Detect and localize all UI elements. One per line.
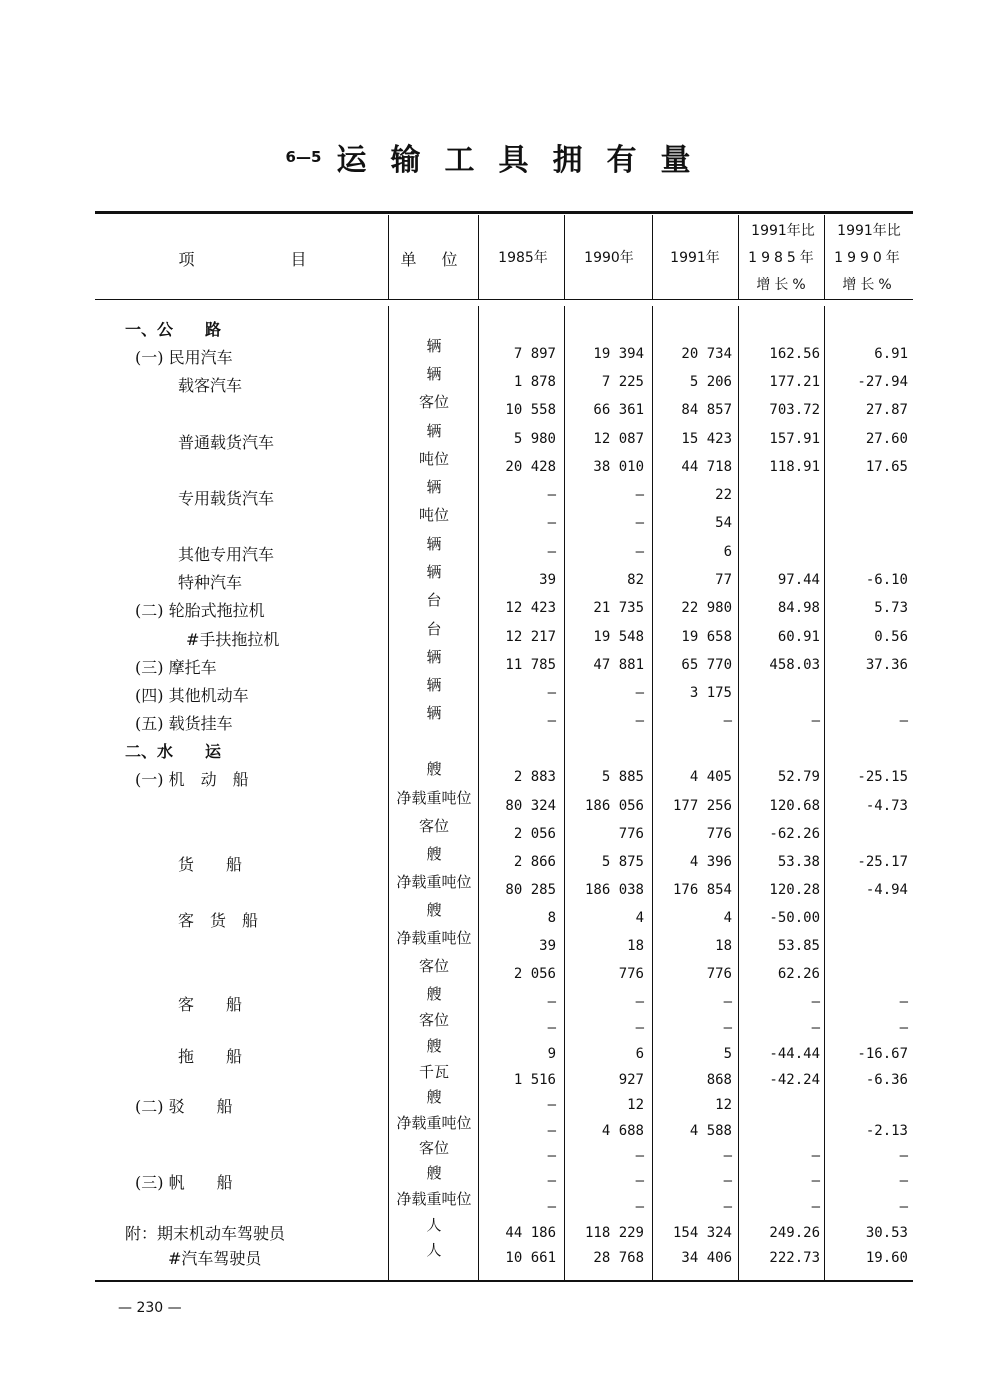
item-label: 附：期末机动车驾驶员 [125,1224,286,1243]
col-divider [652,306,653,1280]
growth-vs-1990-cell: — [899,1173,908,1189]
item-label: (二) 驳 船 [135,1097,233,1116]
value-1991-cell: 22 [715,487,732,503]
growth-vs-1990-cell: -25.15 [857,769,908,785]
growth-vs-1990-cell: 0.56 [874,629,908,645]
value-1991-cell: 4 588 [689,1123,732,1139]
value-1990-cell: — [635,1148,644,1164]
table-number: 6—5 [285,148,322,166]
value-1991-cell: 18 [715,938,732,954]
unit-cell: 艘 [426,1088,442,1106]
unit-cell: 辆 [426,648,442,666]
value-1990-cell: 5 875 [601,854,644,870]
value-1990-cell: 28 768 [593,1250,644,1266]
unit-cell: 艘 [426,985,442,1003]
unit-cell: 千瓦 [418,1063,449,1081]
value-1991-cell: 20 734 [681,346,732,362]
unit-cell: 台 [426,620,442,638]
unit-cell: 辆 [426,563,442,581]
item-label: (五) 载货挂车 [135,714,233,733]
value-1991-cell: — [723,994,732,1010]
value-1991-cell: 5 206 [689,374,732,390]
value-1985-cell: — [547,994,556,1010]
value-1985-cell: — [547,515,556,531]
value-1985-cell: 20 428 [505,459,556,475]
item-label: (二) 轮胎式拖拉机 [135,601,265,620]
value-1990-cell: 6 [635,1046,644,1062]
growth-vs-1990-cell: -6.36 [865,1072,908,1088]
value-1991-cell: 177 256 [672,798,732,814]
growth-vs-1985-cell: -50.00 [769,910,820,926]
value-1990-cell: 7 225 [601,374,644,390]
item-label: (三) 摩托车 [135,658,217,677]
value-1985-cell: 12 423 [505,600,556,616]
growth-vs-1985-cell: -62.26 [769,826,820,842]
growth-vs-1990-cell: 19.60 [865,1250,908,1266]
value-1985-cell: 39 [539,572,556,588]
item-label: 普通载货汽车 [178,433,275,452]
value-1985-cell: — [547,713,556,729]
value-1990-cell: 18 [627,938,644,954]
value-1985-cell: 10 661 [505,1250,556,1266]
growth-vs-1985-cell: 177.21 [769,374,820,390]
value-1990-cell: 5 885 [601,769,644,785]
header-item: 项 目 [178,250,307,269]
value-1985-cell: — [547,1199,556,1215]
item-label: 其他专用汽车 [178,545,275,564]
item-label: #手扶拖拉机 [186,630,280,649]
value-1991-cell: — [723,1020,732,1036]
unit-cell: 吨位 [418,506,449,524]
unit-cell: 客位 [418,817,449,835]
unit-cell: 辆 [426,704,442,722]
growth-vs-1985-cell: 458.03 [769,657,820,673]
unit-cell: 艘 [426,1037,442,1055]
item-label: #汽车驾驶员 [168,1249,262,1268]
growth-vs-1990-cell: -4.94 [865,882,908,898]
header-line: 增长% [842,277,896,293]
value-1985-cell: — [547,685,556,701]
value-1990-cell: 776 [618,966,644,982]
header-line: 1985年 [748,250,818,266]
growth-vs-1985-cell: 62.26 [777,966,820,982]
growth-vs-1990-cell: 6.91 [874,346,908,362]
value-1991-cell: 84 857 [681,402,732,418]
value-1985-cell: 80 285 [505,882,556,898]
value-1990-cell: — [635,994,644,1010]
value-1985-cell: 11 785 [505,657,556,673]
value-1985-cell: — [547,487,556,503]
value-1985-cell: 2 056 [513,826,556,842]
value-1991-cell: 5 [723,1046,732,1062]
value-1991-cell: 868 [706,1072,732,1088]
value-1985-cell: 12 217 [505,629,556,645]
item-label: 客 货 船 [178,911,259,930]
value-1990-cell: 4 [635,910,644,926]
item-label: 特种汽车 [178,573,243,592]
value-1990-cell: 186 056 [584,798,644,814]
growth-vs-1985-cell: 53.85 [777,938,820,954]
value-1985-cell: 2 866 [513,854,556,870]
value-1990-cell: — [635,1173,644,1189]
value-1991-cell: 44 718 [681,459,732,475]
unit-cell: 辆 [426,365,442,383]
growth-vs-1985-cell: 120.68 [769,798,820,814]
value-1991-cell: 4 396 [689,854,732,870]
unit-cell: 辆 [426,422,442,440]
table-title: 运输工具拥有量 [336,143,715,178]
header-1985: 1985年 [498,250,548,266]
growth-vs-1990-cell: -4.73 [865,798,908,814]
growth-vs-1985-cell: -42.24 [769,1072,820,1088]
value-1985-cell: — [547,1148,556,1164]
growth-vs-1985-cell: 249.26 [769,1225,820,1241]
unit-cell: 艘 [426,901,442,919]
unit-cell: 台 [426,591,442,609]
unit-cell: 艘 [426,760,442,778]
value-1990-cell: — [635,1199,644,1215]
value-1991-cell: 154 324 [672,1225,732,1241]
growth-vs-1990-cell: — [899,1199,908,1215]
growth-vs-1985-cell: 52.79 [777,769,820,785]
unit-cell: 客位 [418,957,449,975]
value-1990-cell: 19 548 [593,629,644,645]
value-1990-cell: 4 688 [601,1123,644,1139]
value-1990-cell: 38 010 [593,459,644,475]
value-1991-cell: 776 [706,966,732,982]
growth-vs-1990-cell: -25.17 [857,854,908,870]
unit-cell: 净载重吨位 [396,873,472,891]
header-unit: 单 位 [400,250,468,269]
growth-vs-1985-cell: 120.28 [769,882,820,898]
bottom-rule [95,1280,913,1282]
unit-cell: 人 [426,1216,442,1234]
unit-cell: 艘 [426,845,442,863]
value-1990-cell: 776 [618,826,644,842]
value-1985-cell: 1 516 [513,1072,556,1088]
unit-cell: 净载重吨位 [396,789,472,807]
value-1991-cell: 22 980 [681,600,732,616]
value-1991-cell: 3 175 [689,685,732,701]
value-1990-cell: — [635,515,644,531]
value-1991-cell: 176 854 [672,882,732,898]
col-divider [478,306,479,1280]
growth-vs-1990-cell: 37.36 [865,657,908,673]
growth-vs-1985-cell: 97.44 [777,572,820,588]
value-1990-cell: 21 735 [593,600,644,616]
value-1985-cell: 1 878 [513,374,556,390]
value-1985-cell: 10 558 [505,402,556,418]
growth-vs-1985-cell: 60.91 [777,629,820,645]
unit-cell: 客位 [418,393,449,411]
value-1985-cell: 2 056 [513,966,556,982]
growth-vs-1985-cell: 703.72 [769,402,820,418]
value-1985-cell: — [547,1097,556,1113]
value-1991-cell: 12 [715,1097,732,1113]
item-label: (四) 其他机动车 [135,686,249,705]
value-1991-cell: — [723,1173,732,1189]
value-1991-cell: 54 [715,515,732,531]
col-divider [738,306,739,1280]
value-1991-cell: 6 [723,544,732,560]
growth-vs-1985-cell: — [811,1148,820,1164]
growth-vs-1990-cell: -16.67 [857,1046,908,1062]
header-1990: 1990年 [584,250,634,266]
unit-cell: 辆 [426,535,442,553]
growth-vs-1985-cell: 162.56 [769,346,820,362]
header-growth-vs-1985 [740,218,826,299]
growth-vs-1990-cell: -6.10 [865,572,908,588]
header-line: 1990年 [834,250,904,266]
col-divider [824,306,825,1280]
value-1991-cell: 4 [723,910,732,926]
unit-cell: 吨位 [418,450,449,468]
unit-cell: 人 [426,1241,442,1259]
value-1985-cell: 5 980 [513,431,556,447]
value-1990-cell: — [635,487,644,503]
value-1991-cell: 15 423 [681,431,732,447]
value-1985-cell: — [547,1020,556,1036]
unit-cell: 净载重吨位 [396,1190,472,1208]
unit-cell: 客位 [418,1139,449,1157]
growth-vs-1985-cell: — [811,1199,820,1215]
value-1990-cell: 82 [627,572,644,588]
item-label: 二、水 运 [125,742,222,761]
value-1990-cell: 19 394 [593,346,644,362]
growth-vs-1990-cell: — [899,713,908,729]
unit-cell: 辆 [426,478,442,496]
col-divider [478,215,479,299]
item-label: 一、公 路 [125,320,222,339]
col-divider [388,306,389,1280]
item-label: (一) 机 动 船 [135,770,249,789]
page-title [0,135,1000,179]
value-1985-cell: 8 [547,910,556,926]
growth-vs-1990-cell: 17.65 [865,459,908,475]
value-1985-cell: 2 883 [513,769,556,785]
col-divider [564,306,565,1280]
value-1991-cell: 776 [706,826,732,842]
unit-cell: 艘 [426,1164,442,1182]
header-1991: 1991年 [670,250,720,266]
value-1985-cell: — [547,544,556,560]
header-line: 增长% [756,277,810,293]
growth-vs-1990-cell: 27.60 [865,431,908,447]
growth-vs-1985-cell: — [811,1020,820,1036]
growth-vs-1985-cell: 53.38 [777,854,820,870]
value-1991-cell: 4 405 [689,769,732,785]
item-label: 载客汽车 [178,376,243,395]
growth-vs-1990-cell: -27.94 [857,374,908,390]
header-line: 1991年比 [751,223,815,239]
value-1985-cell: — [547,1123,556,1139]
value-1990-cell: 186 038 [584,882,644,898]
unit-cell: 辆 [426,337,442,355]
value-1990-cell: — [635,685,644,701]
growth-vs-1990-cell: — [899,1148,908,1164]
value-1990-cell: 927 [618,1072,644,1088]
value-1990-cell: 12 [627,1097,644,1113]
header-line: 1991年比 [837,223,901,239]
value-1990-cell: — [635,1020,644,1036]
item-label: (一) 民用汽车 [135,348,233,367]
value-1985-cell: 44 186 [505,1225,556,1241]
value-1990-cell: 12 087 [593,431,644,447]
col-divider [388,215,389,299]
growth-vs-1990-cell: — [899,1020,908,1036]
unit-cell: 客位 [418,1011,449,1029]
growth-vs-1990-cell: — [899,994,908,1010]
col-divider [738,215,739,299]
growth-vs-1990-cell: 5.73 [874,600,908,616]
top-rule [95,211,913,214]
header-rule [95,299,913,300]
value-1991-cell: 77 [715,572,732,588]
item-label: 货 船 [178,855,243,874]
value-1990-cell: — [635,713,644,729]
growth-vs-1985-cell: — [811,1173,820,1189]
growth-vs-1985-cell: 222.73 [769,1250,820,1266]
growth-vs-1990-cell: -2.13 [865,1123,908,1139]
item-label: 专用载货汽车 [178,489,275,508]
value-1985-cell: 39 [539,938,556,954]
item-label: (三) 帆 船 [135,1173,233,1192]
item-label: 客 船 [178,995,243,1014]
value-1985-cell: 9 [547,1046,556,1062]
unit-cell: 净载重吨位 [396,1114,472,1132]
value-1985-cell: 80 324 [505,798,556,814]
value-1991-cell: 65 770 [681,657,732,673]
value-1991-cell: — [723,713,732,729]
value-1990-cell: 118 229 [584,1225,644,1241]
header-growth-vs-1990 [826,218,912,299]
growth-vs-1985-cell: 84.98 [777,600,820,616]
growth-vs-1985-cell: 118.91 [769,459,820,475]
growth-vs-1985-cell: — [811,994,820,1010]
value-1991-cell: — [723,1199,732,1215]
growth-vs-1985-cell: 157.91 [769,431,820,447]
growth-vs-1985-cell: — [811,713,820,729]
unit-cell: 净载重吨位 [396,929,472,947]
unit-cell: 辆 [426,676,442,694]
value-1985-cell: — [547,1173,556,1189]
value-1990-cell: 66 361 [593,402,644,418]
page-number: — 230 — [118,1300,182,1316]
value-1990-cell: — [635,544,644,560]
value-1991-cell: 34 406 [681,1250,732,1266]
item-label: 拖 船 [178,1047,243,1066]
value-1985-cell: 7 897 [513,346,556,362]
value-1991-cell: 19 658 [681,629,732,645]
growth-vs-1990-cell: 27.87 [865,402,908,418]
value-1991-cell: — [723,1148,732,1164]
growth-vs-1985-cell: -44.44 [769,1046,820,1062]
value-1990-cell: 47 881 [593,657,644,673]
growth-vs-1990-cell: 30.53 [865,1225,908,1241]
